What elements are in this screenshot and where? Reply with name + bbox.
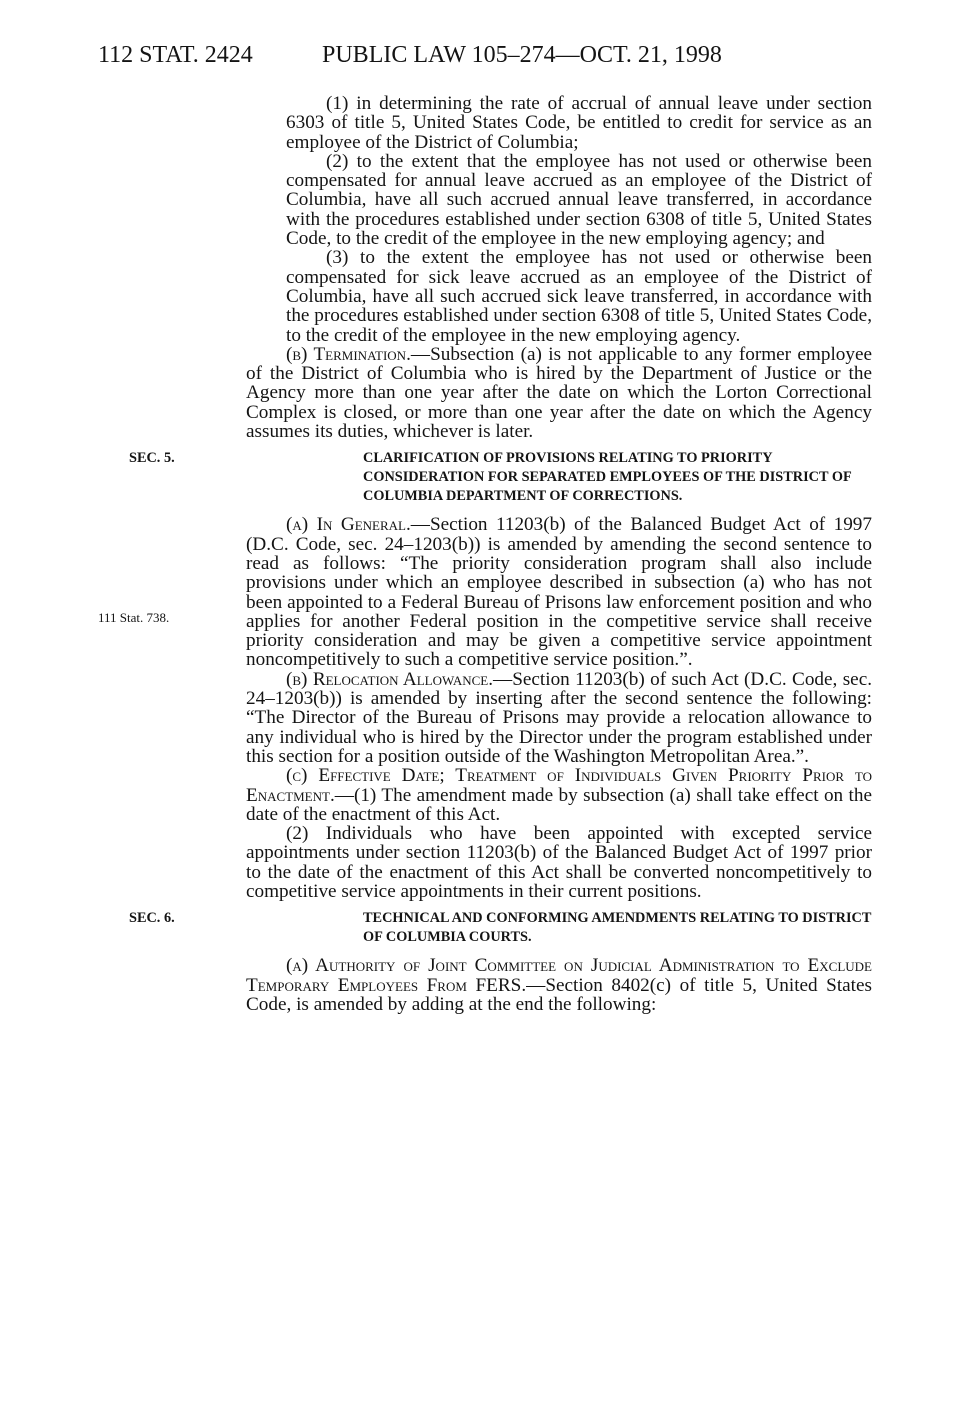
section-6-number: SEC. 6.: [129, 910, 175, 927]
paragraph-2: (2) to the extent that the employee has not used or otherwise been compensated for annual leave accrued as an employee of the District of Columbia, have all such accrued annual leave transferred, in accordance with the procedures established under section 6308 of title 5, United States Code, to the credit of the employee in the new employing agency; and: [286, 150, 872, 250]
margin-note: 111 Stat. 738.: [98, 610, 170, 625]
page-number: 112 STAT. 2424: [98, 42, 253, 68]
relocation-paragraph: [246, 670, 872, 766]
section-5-number: SEC. 5.: [129, 450, 175, 467]
termination-paragraph: [246, 345, 872, 441]
authority-heading: (a) Authority of Joint Committee on Judicial Administration to Exclude Temporary Employees From FERS.: [246, 955, 872, 996]
authority-paragraph: [246, 956, 872, 1014]
effective-date-paragraph: [246, 766, 872, 824]
section-6-heading: [129, 909, 872, 947]
paragraph-3: (3) to the extent the employee has not used or otherwise been compensated for sick leave accrued as an employee of the District of Columbia, have all such accrued sick leave transferred, in accordance with the procedures established under section 6308 of title 5, United States Code, to the credit of the employee in the new employing agency.: [286, 247, 872, 346]
in-general-heading: (a) In General.: [286, 514, 411, 536]
paragraph-c2: (2) Individuals who have been appointed with excepted service appointments under section 11203(b) of the Balanced Budget Act of 1997 prior to the date of the enactment of this Act shall be converted noncompetitively to competitive service appointments in their current positions.: [246, 823, 872, 902]
section-5-title: CLARIFICATION OF PROVISIONS RELATING TO PRIORITY CONSIDERATION FOR SEPARATED EMPLOYEES OF THE DISTRICT OF COLUMBIA DEPARTMENT OF CORRECTIONS.: [363, 450, 852, 505]
in-general-text: —Section 11203(b) of the Balanced Budget Act of 1997 (D.C. Code, sec. 24–1203(b)) is amended by amending the second sentence to read as follows: “The priority consideration program shall also include provisions under which an employee described in subsection (a) who has not been appointed to a Federal Bureau of Prisons law enforcement position and who applies for another Federal position in the competitive service shall receive priority consideration and may be given a competitive service appointment noncompetitively to such a competitive service position.”.: [246, 514, 872, 671]
relocation-heading: (b) Relocation Allowance.: [286, 668, 494, 690]
authority-text: —Section 8402(c) of title 5, United States Code, is amended by adding at the end the following:: [246, 974, 872, 1015]
law-citation: PUBLIC LAW 105–274—OCT. 21, 1998: [322, 42, 722, 68]
termination-heading: (b) Termination.: [286, 343, 411, 365]
in-general-paragraph: [246, 515, 872, 669]
paragraph-1: (1) in determining the rate of accrual of annual leave under section 6303 of title 5, United States Code, be entitled to credit for service as an employee of the District of Columbia;: [286, 93, 872, 153]
relocation-text: —Section 11203(b) of such Act (D.C. Code, sec. 24–1203(b)) is amended by inserting after the second sentence the following: “The Director of the Bureau of Prisons may provide a relocation allowance to any individual who is hired by the Director under the program established under this section for a position outside of the Washington Metropolitan Area.”.: [246, 668, 873, 767]
effective-date-heading: (c) Effective Date; Treatment of Individuals Given Priority Prior to Enactment.: [246, 765, 872, 806]
section-6-title: TECHNICAL AND CONFORMING AMENDMENTS RELATING TO DISTRICT OF COLUMBIA COURTS.: [363, 910, 872, 946]
page-header: [98, 40, 778, 70]
termination-text: —Subsection (a) is not applicable to any former employee of the District of Columbia who is hired by the Department of Justice or the Agency more than one year after the date on which the Lorton Correctional Complex is closed, or more than one year after the date on which the Agency assumes its duties, whichever is later.: [246, 343, 873, 443]
effective-date-text: —(1) The amendment made by subsection (a) shall take effect on the date of the enactment of this Act.: [246, 784, 872, 825]
section-5-heading: [129, 449, 872, 506]
